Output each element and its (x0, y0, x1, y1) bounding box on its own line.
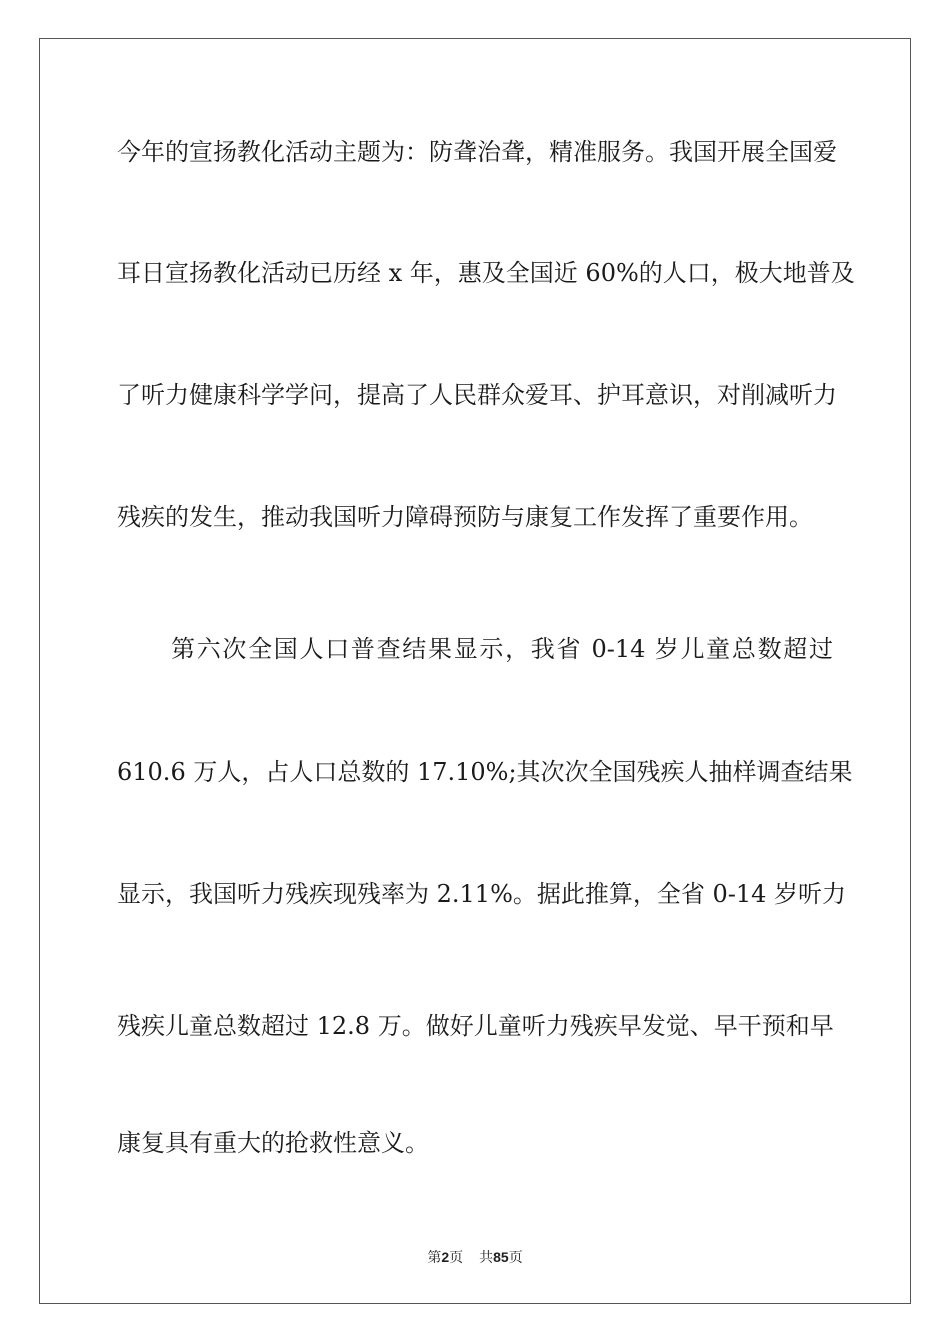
paragraph-1-line-2: 耳日宣扬教化活动已历经 x 年，惠及全国近 60%的人口，极大地普及 (117, 259, 855, 287)
paragraph-2-line-3: 显示，我国听力残疾现残率为 2.11%。据此推算，全省 0-14 岁听力 (117, 880, 847, 908)
paragraph-1-line-3: 了听力健康科学学问，提高了人民群众爱耳、护耳意识，对削减听力 (117, 381, 837, 409)
page-label-suffix: 页 (449, 1250, 464, 1266)
total-label-suffix: 页 (508, 1250, 523, 1266)
paragraph-2-line-5: 康复具有重大的抢救性意义。 (117, 1129, 429, 1157)
page-footer (0, 1248, 950, 1267)
total-label-prefix: 共 (479, 1250, 494, 1266)
total-pages: 85 (493, 1249, 509, 1265)
paragraph-2-line-1: 第六次全国人口普查结果显示，我省 0-14 岁儿童总数超过 (171, 635, 833, 663)
page-border (39, 38, 911, 1304)
paragraph-1-line-1: 今年的宣扬教化活动主题为：防聋治聋，精准服务。我国开展全国爱 (117, 138, 837, 166)
paragraph-2-line-4: 残疾儿童总数超过 12.8 万。做好儿童听力残疾早发觉、早干预和早 (117, 1012, 834, 1040)
page-number: 2 (441, 1249, 450, 1265)
paragraph-1-line-4: 残疾的发生，推动我国听力障碍预防与康复工作发挥了重要作用。 (117, 503, 813, 531)
paragraph-2-line-2: 610.6 万人，占人口总数的 17.10%;其次次全国残疾人抽样调查结果 (117, 758, 853, 786)
page-label-prefix: 第 (427, 1250, 442, 1266)
